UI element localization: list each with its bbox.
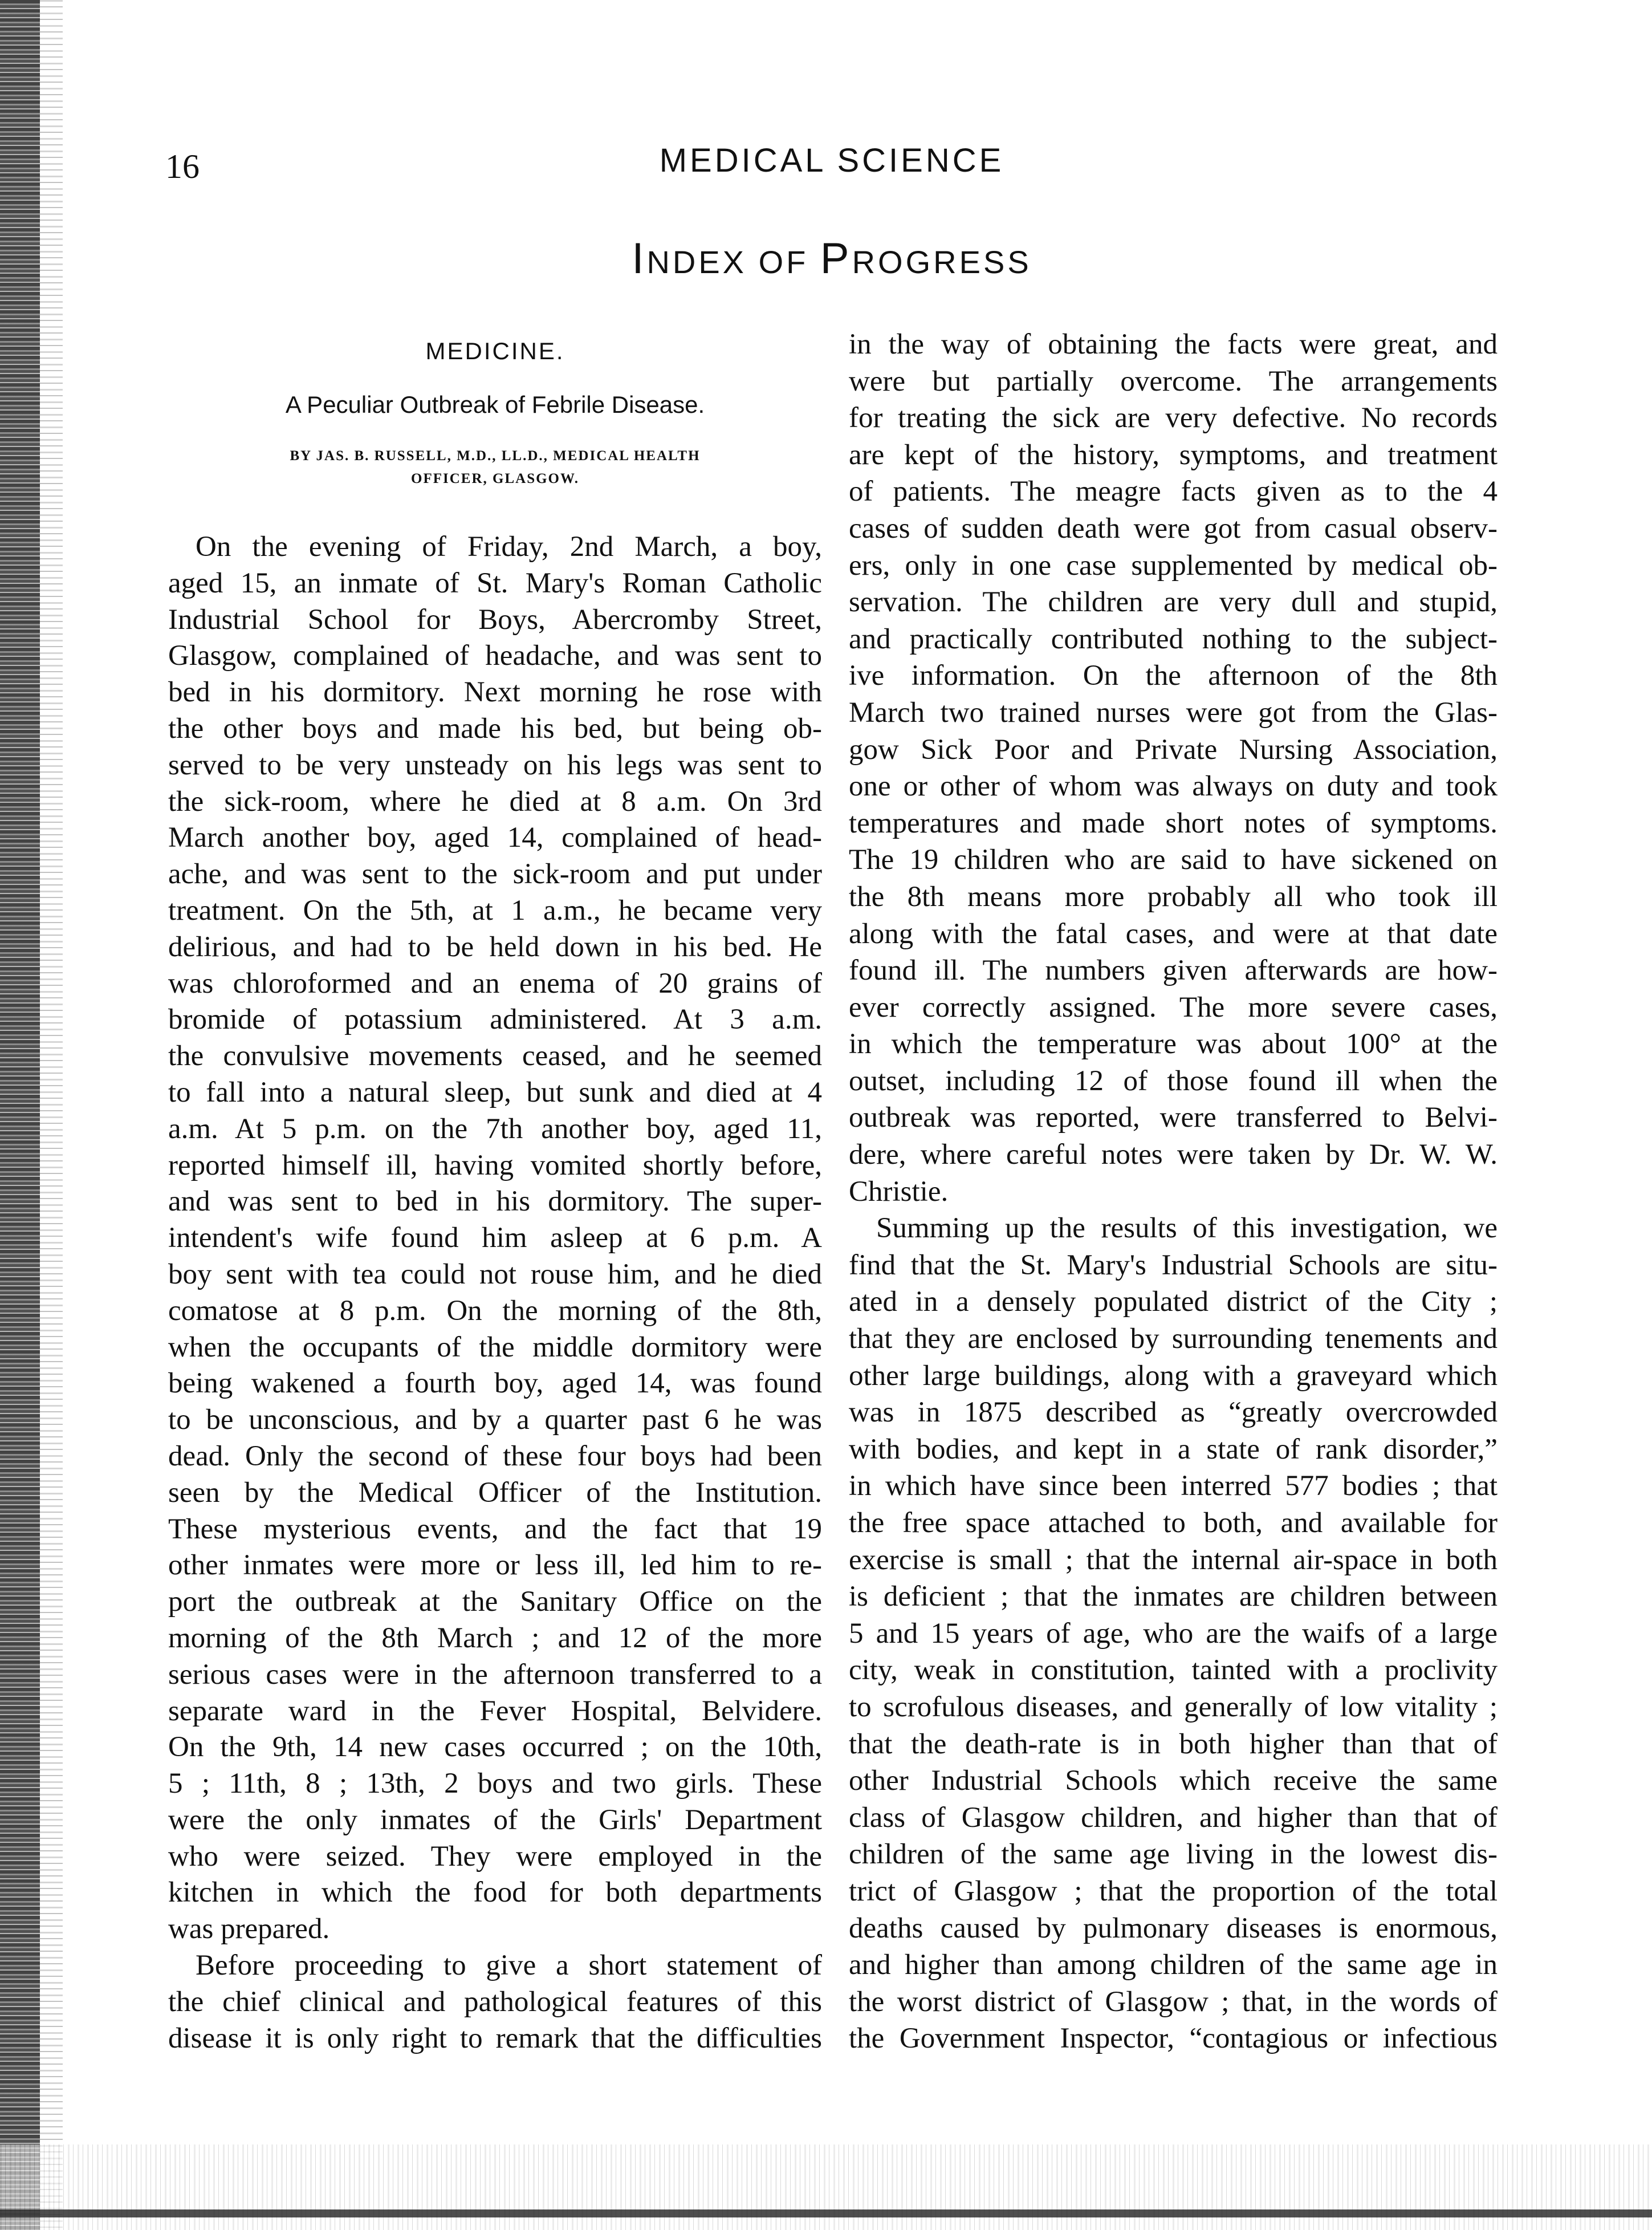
- section-title-text: NDEX OF: [646, 244, 820, 280]
- paragraph: [849, 326, 1498, 1210]
- byline: [168, 445, 822, 490]
- text-line: disease it is only right to remark that the difficulties: [168, 2022, 822, 2054]
- running-head: MEDICAL SCIENCE: [659, 142, 1004, 179]
- text-line: a.m. At 5 p.m. on the 7th another boy, aged 11,: [168, 1112, 822, 1145]
- text-line: when the occupants of the middle dormitory were: [168, 1331, 822, 1363]
- text-line: Christie.: [849, 1175, 949, 1208]
- text-line: Glasgow, complained of headache, and was sent to: [168, 640, 822, 672]
- text-line: treatment. On the 5th, at 1 a.m., he became very: [168, 894, 822, 927]
- text-line: and higher than among children of the same age in: [849, 1949, 1498, 1981]
- text-line: ers, only in one case supplemented by medical ob-: [849, 549, 1498, 582]
- section-title-cap: P: [820, 234, 852, 283]
- text-line: the other boys and made his bed, but being ob-: [168, 712, 822, 745]
- text-line: gow Sick Poor and Private Nursing Association,: [849, 733, 1498, 766]
- section-heading: MEDICINE.: [425, 338, 565, 364]
- text-line: morning of the 8th March ; and 12 of the more: [168, 1622, 822, 1654]
- scan-edge-artifact: [0, 0, 40, 2230]
- text-line: intendent's wife found him asleep at 6 p.m. A: [168, 1222, 822, 1254]
- text-line: outset, including 12 of those found ill when the: [849, 1065, 1498, 1097]
- text-line: 5 and 15 years of age, who are the waifs of a large: [849, 1617, 1498, 1650]
- text-line: the 8th means more probably all who took ill: [849, 880, 1498, 913]
- text-line: in which have since been interred 577 bodies ; that: [849, 1470, 1498, 1502]
- text-line: are kept of the history, symptoms, and treatment: [849, 438, 1498, 471]
- text-line: to be unconscious, and by a quarter past 6 he was: [168, 1404, 822, 1436]
- paragraph: [168, 529, 822, 1948]
- text-line: other inmates were more or less ill, led him to re-: [168, 1549, 822, 1582]
- text-line: is deficient ; that the inmates are children between: [849, 1581, 1498, 1613]
- scan-edge-artifact: [40, 0, 63, 2230]
- text-line: The 19 children who are said to have sickened on: [849, 844, 1498, 876]
- text-line: serious cases were in the afternoon transferred to a: [168, 1658, 822, 1691]
- text-line: trict of Glasgow ; that the proportion of the total: [849, 1875, 1498, 1907]
- text-line: children of the same age living in the lowest dis-: [849, 1838, 1498, 1871]
- paragraph: [168, 1948, 822, 2057]
- byline-line: OFFICER, GLASGOW.: [411, 471, 579, 486]
- text-line: the chief clinical and pathological features of this: [168, 1985, 822, 2018]
- text-line: dead. Only the second of these four boys had been: [168, 1440, 822, 1472]
- text-line: in the way of obtaining the facts were great, and: [849, 328, 1498, 360]
- text-line: ive information. On the afternoon of the 8th: [849, 660, 1498, 692]
- text-line: was prepared.: [168, 1913, 330, 1945]
- text-line: outbreak was reported, were transferred to Belvi-: [849, 1102, 1498, 1134]
- text-line: the free space attached to both, and available for: [849, 1507, 1498, 1539]
- text-line: to scrofulous diseases, and generally of low vitality ;: [849, 1691, 1498, 1723]
- section-title: [0, 234, 1652, 283]
- text-line: the worst district of Glasgow ; that, in the words of: [849, 1985, 1498, 2018]
- text-line: were but partially overcome. The arrangements: [849, 365, 1498, 397]
- section-title-text: ROGRESS: [852, 244, 1032, 280]
- text-line: ache, and was sent to the sick-room and put under: [168, 858, 822, 891]
- text-line: the sick-room, where he died at 8 a.m. On 3rd: [168, 785, 822, 818]
- text-line: along with the fatal cases, and were at that date: [849, 917, 1498, 950]
- text-line: for treating the sick are very defective. No records: [849, 402, 1498, 434]
- text-line: and practically contributed nothing to the subject-: [849, 623, 1498, 655]
- byline-line: BY JAS. B. RUSSELL, M.D., LL.D., MEDICAL HEALTH: [290, 448, 701, 464]
- text-line: Industrial School for Boys, Abercromby Street,: [168, 603, 822, 636]
- text-line: one or other of whom was always on duty and took: [849, 770, 1498, 803]
- text-line: ated in a densely populated district of the City ;: [849, 1286, 1498, 1318]
- article-title: A Peculiar Outbreak of Febrile Disease.: [285, 391, 705, 418]
- text-line: that the death-rate is in both higher than that of: [849, 1728, 1498, 1760]
- text-line: bromide of potassium administered. At 3 a.m.: [168, 1004, 822, 1036]
- text-line: being wakened a fourth boy, aged 14, was found: [168, 1367, 822, 1400]
- text-line: and was sent to bed in his dormitory. The super-: [168, 1185, 822, 1218]
- text-line: ever correctly assigned. The more severe cases,: [849, 991, 1498, 1023]
- text-line: the Government Inspector, “contagious or infectious: [849, 2022, 1498, 2055]
- text-line: with bodies, and kept in a state of rank disorder,”: [849, 1433, 1498, 1465]
- text-line: find that the St. Mary's Industrial Schools are situ-: [849, 1249, 1498, 1281]
- paragraph: [849, 1210, 1498, 2057]
- text-line: served to be very unsteady on his legs was sent to: [168, 749, 822, 781]
- page-number: 16: [165, 148, 200, 185]
- text-line: March two trained nurses were got from the Glas-: [849, 696, 1498, 729]
- text-line: kitchen in which the food for both departments: [168, 1876, 822, 1909]
- text-line: temperatures and made short notes of symptoms.: [849, 807, 1498, 839]
- text-line: boy sent with tea could not rouse him, and he died: [168, 1258, 822, 1290]
- text-line: aged 15, an inmate of St. Mary's Roman Catholic: [168, 567, 822, 599]
- section-title-cap: I: [632, 234, 647, 283]
- text-line: On the 9th, 14 new cases occurred ; on the 10th,: [168, 1731, 822, 1764]
- text-line: was in 1875 described as “greatly overcrowded: [849, 1396, 1498, 1429]
- text-line: exercise is small ; that the internal air-space in both: [849, 1543, 1498, 1576]
- text-line: other large buildings, along with a graveyard which: [849, 1359, 1498, 1392]
- right-column: [849, 326, 1498, 2057]
- text-line: port the outbreak at the Sanitary Office on the: [168, 1586, 822, 1618]
- text-line: other Industrial Schools which receive the same: [849, 1765, 1498, 1797]
- text-line: was chloroformed and an enema of 20 grains of: [168, 967, 822, 1000]
- text-line: bed in his dormitory. Next morning he rose with: [168, 676, 822, 709]
- text-line: deaths caused by pulmonary diseases is enormous,: [849, 1912, 1498, 1944]
- text-line: who were seized. They were employed in the: [168, 1840, 822, 1872]
- text-line: comatose at 8 p.m. On the morning of the 8th,: [168, 1294, 822, 1327]
- text-line: found ill. The numbers given afterwards are how-: [849, 954, 1498, 987]
- text-line: to fall into a natural sleep, but sunk and died at 4: [168, 1076, 822, 1108]
- text-line: servation. The children are very dull and stupid,: [849, 586, 1498, 619]
- text-line: of patients. The meagre facts given as to the 4: [849, 476, 1498, 508]
- text-line: seen by the Medical Officer of the Institution.: [168, 1476, 822, 1509]
- text-line: Summing up the results of this investigation, we: [876, 1212, 1498, 1245]
- text-line: were the only inmates of the Girls' Department: [168, 1804, 822, 1836]
- text-line: city, weak in constitution, tainted with a proclivity: [849, 1654, 1498, 1687]
- text-line: delirious, and had to be held down in his bed. He: [168, 931, 822, 963]
- text-line: cases of sudden death were got from casual observ-: [849, 512, 1498, 545]
- text-line: in which the temperature was about 100° at the: [849, 1028, 1498, 1061]
- text-line: separate ward in the Fever Hospital, Belvidere.: [168, 1695, 822, 1727]
- text-line: These mysterious events, and the fact that 19: [168, 1513, 822, 1545]
- text-line: that they are enclosed by surrounding tenements and: [849, 1323, 1498, 1355]
- text-line: Before proceeding to give a short statement of: [196, 1949, 822, 1982]
- text-line: March another boy, aged 14, complained of head-: [168, 822, 822, 854]
- scan-bottom-edge: [0, 2209, 1652, 2217]
- text-line: On the evening of Friday, 2nd March, a boy,: [196, 531, 822, 563]
- text-line: the convulsive movements ceased, and he seemed: [168, 1040, 822, 1073]
- text-line: class of Glasgow children, and higher than that of: [849, 1801, 1498, 1834]
- text-line: dere, where careful notes were taken by Dr. W. W.: [849, 1139, 1498, 1171]
- left-column: [168, 529, 822, 2057]
- text-line: reported himself ill, having vomited shortly before,: [168, 1149, 822, 1181]
- text-line: 5 ; 11th, 8 ; 13th, 2 boys and two girls. These: [168, 1768, 822, 1800]
